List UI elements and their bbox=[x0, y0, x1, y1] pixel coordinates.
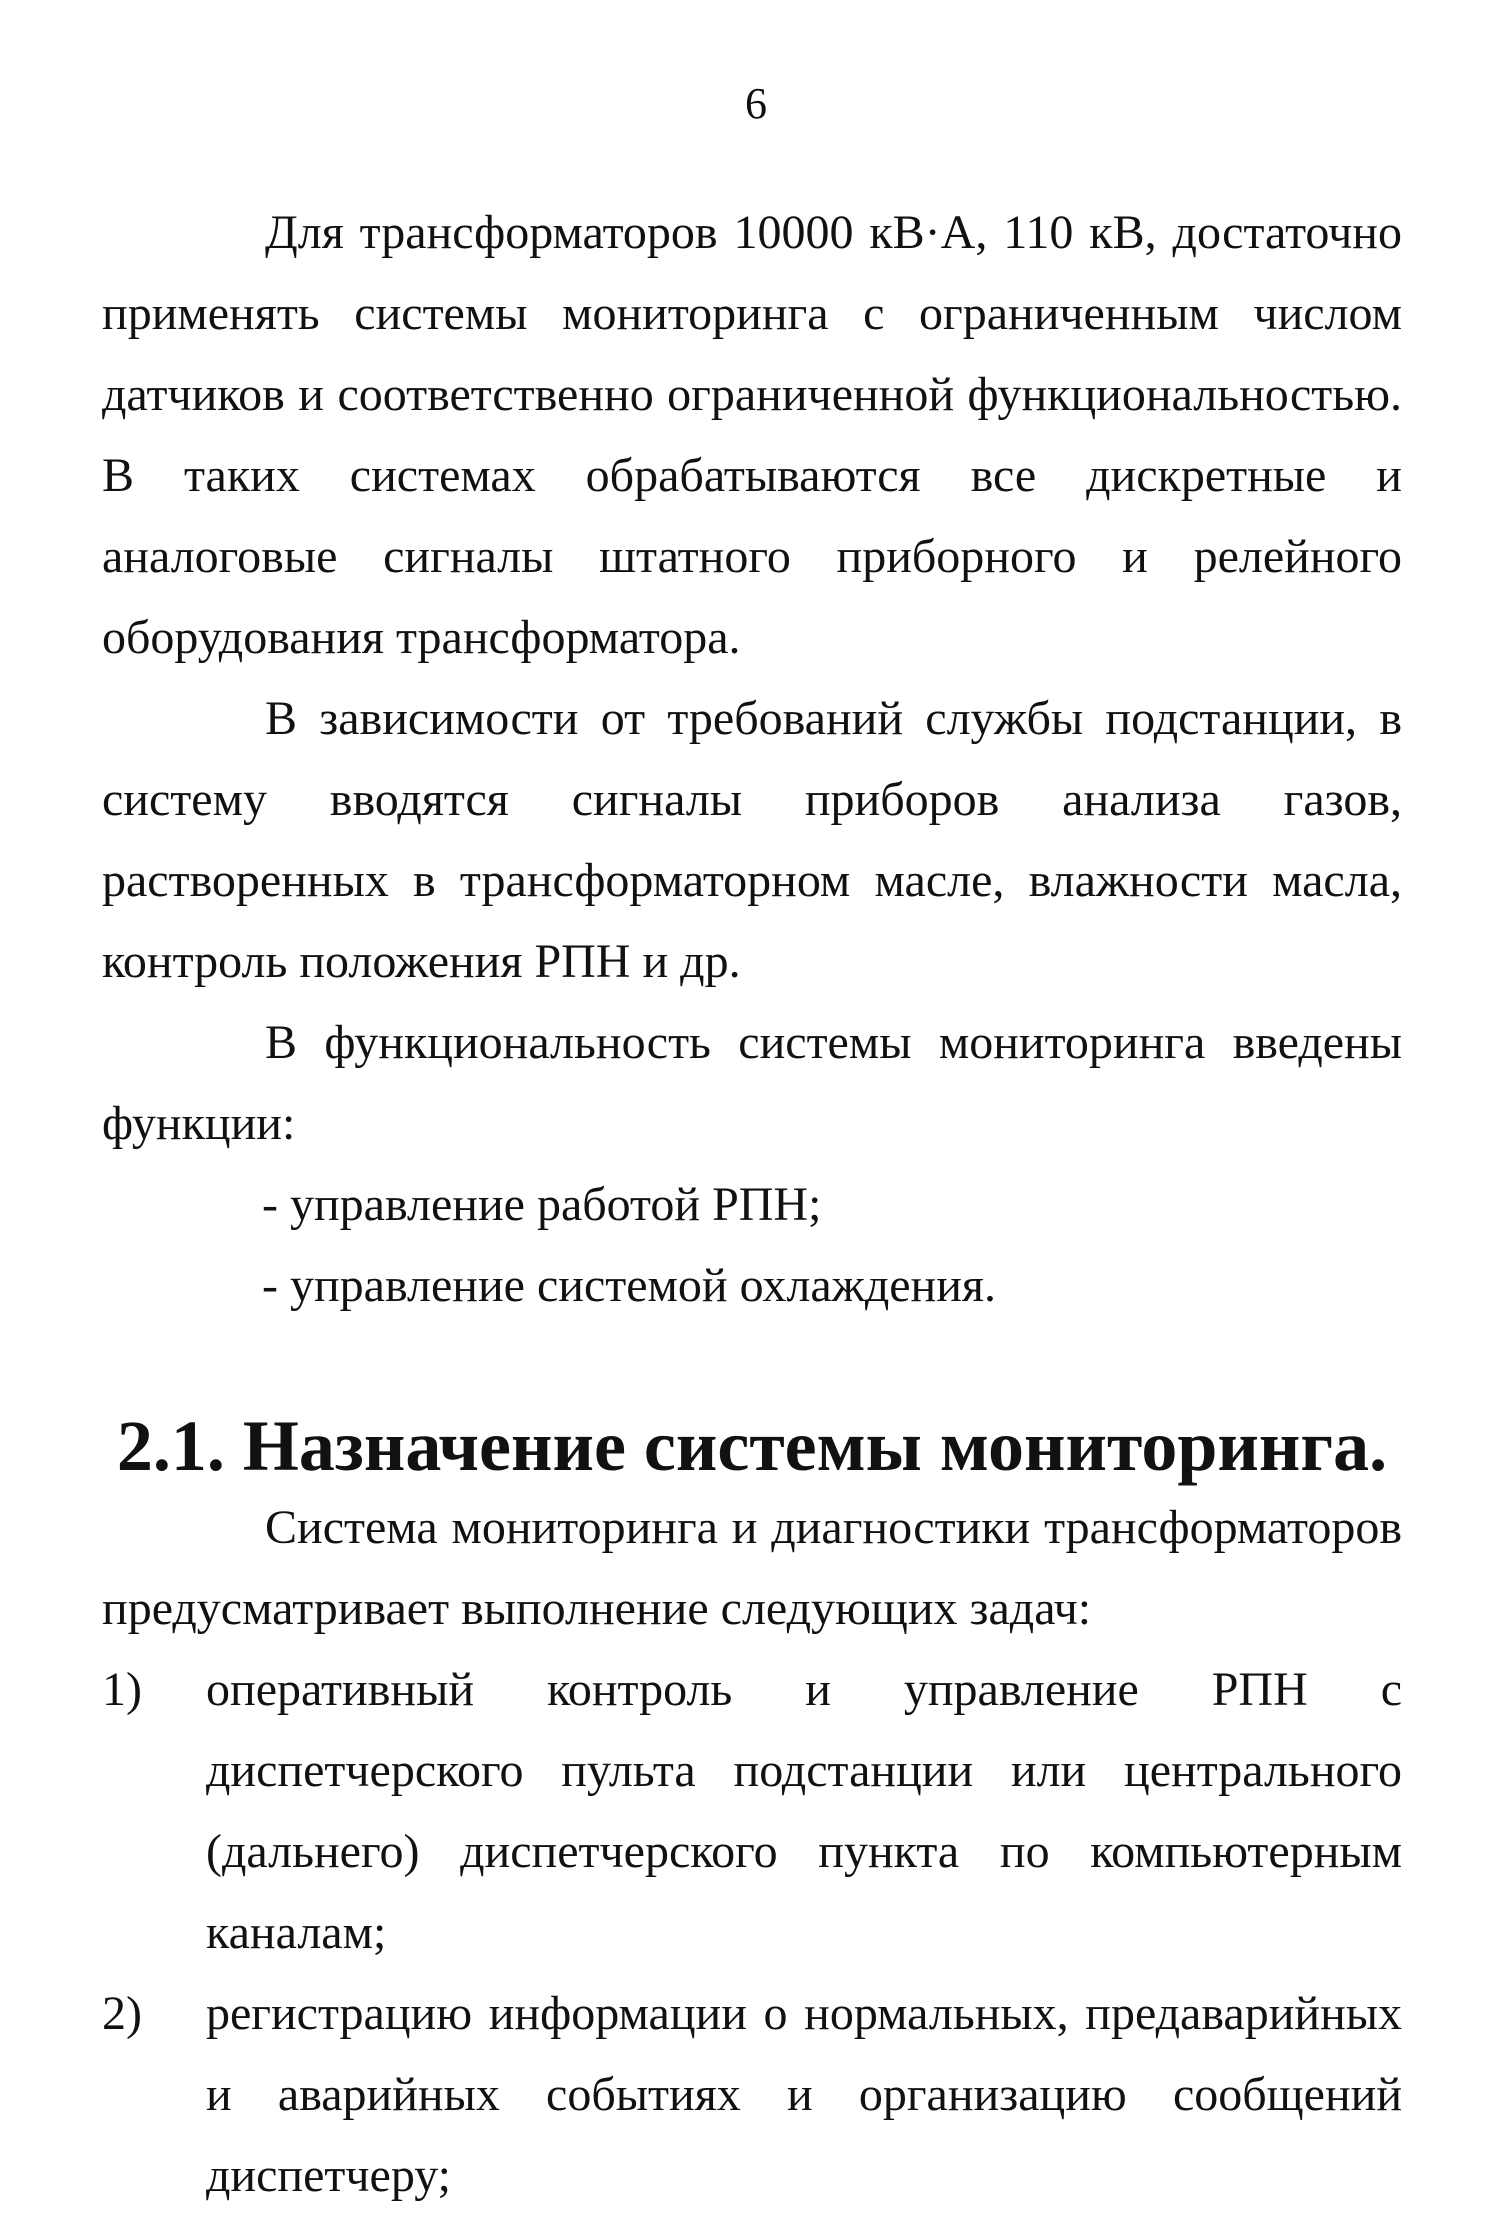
item-number: 2) bbox=[102, 1987, 142, 2040]
dash-list-item: - управление системой охлаждения. bbox=[262, 1259, 996, 1312]
page-body bbox=[102, 192, 1402, 2216]
numbered-list-item bbox=[102, 1973, 1402, 2216]
item-text: оперативный контроль и управление РПН с диспетчерского пульта подстанции или центрального (дальнего) диспетчерского пункта по компьютерным каналам; bbox=[206, 1663, 1402, 1959]
item-number: 1) bbox=[102, 1663, 142, 1716]
page-number: 6 bbox=[745, 79, 767, 128]
numbered-list-item bbox=[102, 1649, 1402, 1973]
numbered-list bbox=[102, 1649, 1402, 2216]
item-text: регистрацию информации о нормальных, предаварийных и аварийных событиях и организацию сообщений диспетчеру; bbox=[206, 1987, 1402, 2202]
section-intro: Система мониторинга и диагностики трансформаторов предусматривает выполнение следующих задач: bbox=[102, 1501, 1402, 1635]
paragraph-substation-requirements: В зависимости от требований службы подстанции, в систему вводятся сигналы приборов анализа газов, растворенных в трансформаторном масле, влажности масла, контроль положения РПН и др. bbox=[102, 692, 1402, 988]
section-heading: 2.1. Назначение системы мониторинга. bbox=[116, 1406, 1388, 1486]
paragraph-functionality: В функциональность системы мониторинга введены функции: bbox=[102, 1016, 1402, 1150]
paragraph-transformers-monitoring: Для трансформаторов 10000 кВ·А, 110 кВ, достаточно применять системы мониторинга с ограниченным числом датчиков и соответственно ограниченной функциональностью. В таких системах обрабатываются все дискретные и аналоговые сигналы штатного приборного и релейного оборудования трансформатора. bbox=[102, 206, 1402, 664]
dash-list bbox=[102, 1164, 1402, 1326]
dash-list-item: - управление работой РПН; bbox=[262, 1178, 822, 1231]
